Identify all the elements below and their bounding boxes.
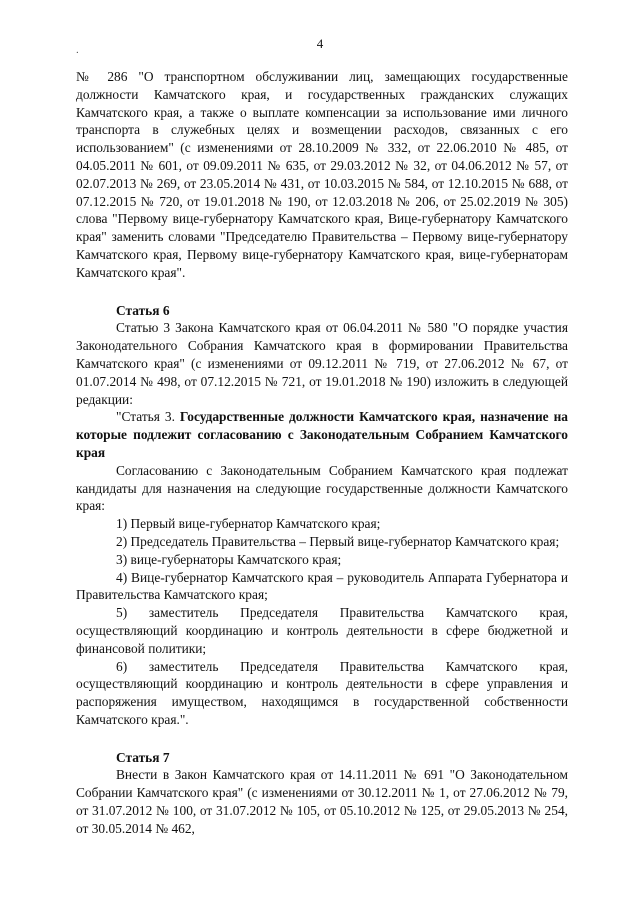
article-7-heading: Статья 7 — [116, 749, 170, 765]
article-6-heading: Статья 6 — [116, 302, 170, 318]
list-item: 1) Первый вице-губернатор Камчатского края; — [116, 516, 381, 532]
list-item: 5) заместитель Председателя Правительства Камчатского края, осуществляющий координацию и контроль деятельности в сфере бюджетной и финансовой политики; — [76, 605, 568, 656]
continuation-paragraph: № 286 "О транспортном обслуживании лиц, замещающих государственные должности Камчатского края, и государственных гражданских служащих Камчатского края, а также о выплате компенсации за использование ими личного транспорта в служебных целях и возмещении расходов, связанных с его использованием" (с изменениями от 28.10.2009 № 332, от 22.06.2010 № 485, от 04.05.2011 № 601, от 09.09.2011 № 635, от 29.03.2012 № 32, от 04.06.2012 № 57, от 02.07.2013 № 269, от 23.05.2014 № 431, от 10.03.2015 № 584, от 12.10.2015 № 688, от 07.12.2015 № 720, от 19.01.2018 № 190, от 12.03.2018 № 206, от 25.02.2019 № 305) слова "Первому вице-губернатору Камчатского края, Вице-губернатору Камчатского края" заменить словами "Председателю Правительства – Первому вице-губернатору Камчатского края, Первому вице-губернатору Камчатского края, вице-губернаторам Камчатского края". — [76, 69, 568, 280]
article-6-quote-heading — [76, 408, 568, 461]
article-7-intro: Внести в Закон Камчатского края от 14.11.2011 № 691 "О Законодательном Собрании Камчатского края" (с изменениями от 30.12.2011 № 1, от 27.06.2012 № 79, от 31.07.2012 № 100, от 31.07.2012 № 105, от 05.10.2012 № 125, от 29.05.2013 № 254, от 30.05.2014 № 462, — [76, 767, 568, 836]
quote-title: Государственные должности Камчатского края, назначение на которые подлежит согласованию с Законодательным Собранием Камчатского края — [76, 409, 568, 460]
page-number: 4 — [316, 36, 324, 51]
list-item: 3) вице-губернаторы Камчатского края; — [116, 551, 342, 567]
article-6-body: Согласованию с Законодательным Собранием Камчатского края подлежат кандидаты для назначения на следующие государственные должности Камчатского края: — [76, 462, 568, 514]
list-item: 2) Председатель Правительства – Первый вице-губернатор Камчатского края; — [116, 533, 560, 549]
article-6-intro: Статью 3 Закона Камчатского края от 06.04.2011 № 580 "О порядке участия Законодательного Собрания Камчатского края в формировании Правительства Камчатского края" (с изменениями от 09.12.2011 № 719, от 27.06.2012 № 67, от 01.07.2014 № 498, от 07.12.2015 № 721, от 19.01.2018 № 190) изложить в следующей редакции: — [76, 320, 568, 407]
list-item: 4) Вице-губернатор Камчатского края – руководитель Аппарата Губернатора и Правительства Камчатского края; — [76, 569, 568, 603]
quote-prefix: "Статья 3. — [116, 409, 180, 425]
list-item: 6) заместитель Председателя Правительства Камчатского края, осуществляющий координацию и контроль деятельности в сфере управления и распоряжения имуществом, находящимся в государственной собственности Камчатского края.". — [76, 658, 568, 727]
margin-mark: . — [76, 44, 79, 56]
document-body — [76, 68, 568, 838]
